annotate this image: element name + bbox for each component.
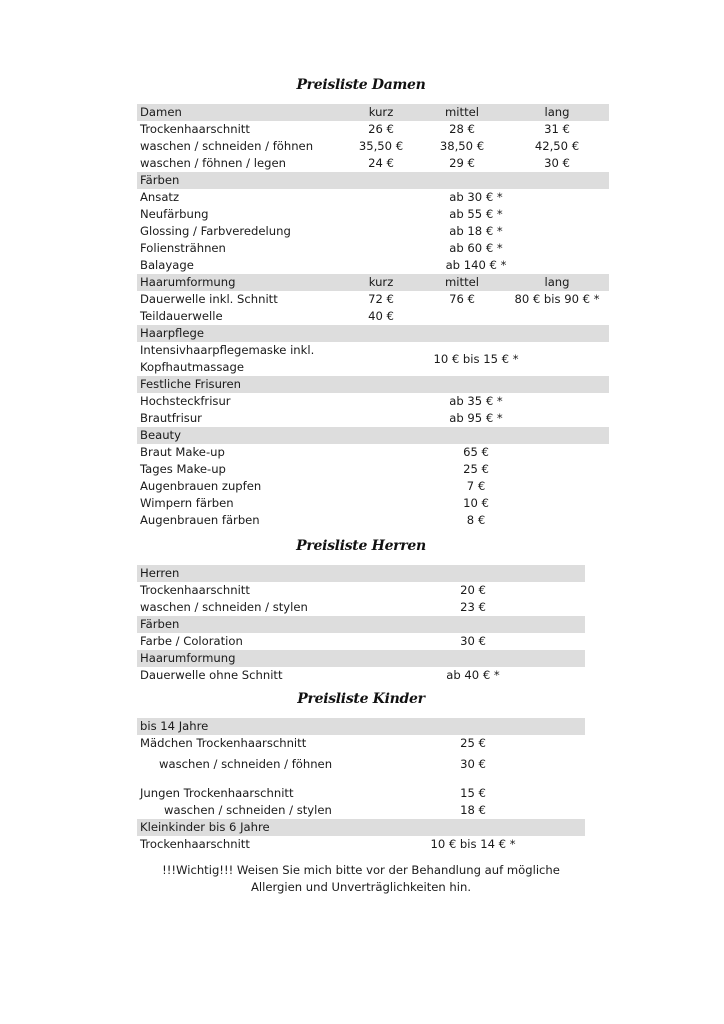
section-header-faerben <box>137 616 585 633</box>
table-row <box>137 121 609 138</box>
price-kurz: 26 € <box>368 122 394 136</box>
col-lang: lang <box>505 274 609 291</box>
table-row <box>137 410 609 427</box>
price-kurz: 24 € <box>368 156 394 170</box>
kinder-table <box>137 718 585 853</box>
price: ab 95 € * <box>449 411 503 425</box>
damen-table <box>137 104 609 529</box>
service-label: Teildauerwelle <box>140 309 223 323</box>
section-header-kleinkinder <box>137 819 585 836</box>
price: 15 € <box>460 786 486 800</box>
price: 65 € <box>463 445 489 459</box>
price: 10 € bis 15 € * <box>433 351 519 366</box>
price: 23 € <box>460 600 486 614</box>
header-label: Damen <box>137 104 343 121</box>
service-label: Foliensträhnen <box>140 241 226 255</box>
col-mittel: mittel <box>419 104 505 121</box>
price-lang: 30 € <box>544 156 570 170</box>
price-mittel: 28 € <box>449 122 475 136</box>
allergy-note: !!!Wichtig!!! Weisen Sie mich bitte vor der Behandlung auf mögliche Allergien und Unverträglichkeiten hin. <box>162 863 560 894</box>
table-row <box>137 478 609 495</box>
service-label: Neufärbung <box>140 207 209 221</box>
table-row <box>137 461 609 478</box>
header-label: Färben <box>137 616 585 633</box>
herren-table <box>137 565 585 684</box>
service-label: Brautfrisur <box>140 411 202 425</box>
price-lang: 80 € bis 90 € * <box>514 292 600 306</box>
price: 7 € <box>466 479 486 493</box>
table-row <box>137 667 585 684</box>
price-mittel: 76 € <box>449 292 475 306</box>
price: 30 € <box>460 634 486 648</box>
service-label: Tages Make-up <box>140 462 226 476</box>
table-row <box>137 444 609 461</box>
table-row <box>137 240 609 257</box>
col-lang: lang <box>505 104 609 121</box>
section-header-beauty <box>137 427 609 444</box>
price: ab 140 € * <box>445 258 507 272</box>
section-header-haarumformung <box>137 650 585 667</box>
service-label: waschen / schneiden / föhnen <box>140 139 314 153</box>
price: ab 40 € * <box>446 668 500 682</box>
price-lang: 42,50 € <box>534 139 580 153</box>
price: 10 € <box>463 496 489 510</box>
header-label: Färben <box>137 172 609 189</box>
header-label: Haarumformung <box>137 274 343 291</box>
damen-title: Preisliste Damen <box>296 77 426 93</box>
price-mittel <box>419 308 505 325</box>
service-label: Glossing / Farbveredelung <box>140 224 291 238</box>
header-label: Kleinkinder bis 6 Jahre <box>137 819 585 836</box>
table-row <box>137 633 585 650</box>
col-mittel: mittel <box>419 274 505 291</box>
table-row <box>137 495 609 512</box>
header-label: Herren <box>137 565 585 582</box>
price: 20 € <box>460 583 486 597</box>
col-kurz: kurz <box>343 274 419 291</box>
service-label: Mädchen Trockenhaarschnitt <box>140 736 307 750</box>
price: ab 30 € * <box>449 190 503 204</box>
col-kurz: kurz <box>343 104 419 121</box>
table-row <box>137 291 609 308</box>
price: 18 € <box>460 803 486 817</box>
section-header-festliche-frisuren <box>137 376 609 393</box>
price: ab 55 € * <box>449 207 503 221</box>
header-label: Haarumformung <box>137 650 585 667</box>
price: 10 € bis 14 € * <box>430 837 516 851</box>
price: 30 € <box>460 757 486 771</box>
service-label: Trockenhaarschnitt <box>140 583 250 597</box>
table-row <box>137 802 585 819</box>
service-label: Augenbrauen färben <box>140 513 260 527</box>
section-header-herren <box>137 565 585 582</box>
table-row <box>137 393 609 410</box>
table-row <box>137 155 609 172</box>
service-label: Trockenhaarschnitt <box>140 837 250 851</box>
service-label: waschen / schneiden / föhnen <box>159 757 333 771</box>
table-row <box>137 582 585 599</box>
section-header-damen <box>137 104 609 121</box>
price: ab 60 € * <box>449 241 503 255</box>
service-label: Hochsteckfrisur <box>140 394 231 408</box>
price: 25 € <box>460 736 486 750</box>
service-label: Augenbrauen zupfen <box>140 479 262 493</box>
service-label: waschen / schneiden / stylen <box>140 600 308 614</box>
header-label: Haarpflege <box>137 325 609 342</box>
price-lang: 31 € <box>544 122 570 136</box>
service-label: Balayage <box>140 258 194 272</box>
header-label: bis 14 Jahre <box>137 718 585 735</box>
price-kurz: 40 € <box>368 309 394 323</box>
price-kurz: 35,50 € <box>358 139 404 153</box>
table-row <box>137 836 585 853</box>
service-label: Ansatz <box>140 190 180 204</box>
table-row <box>137 342 609 376</box>
service-label: waschen / schneiden / stylen <box>164 803 332 817</box>
price-mittel: 38,50 € <box>439 139 485 153</box>
header-label: Beauty <box>137 427 609 444</box>
table-row <box>137 308 609 325</box>
price: 25 € <box>463 462 489 476</box>
service-label: Dauerwelle ohne Schnitt <box>140 668 283 682</box>
kinder-title: Preisliste Kinder <box>297 691 425 707</box>
price-lang <box>505 308 609 325</box>
service-label: Dauerwelle inkl. Schnitt <box>140 292 278 306</box>
section-header-faerben <box>137 172 609 189</box>
table-row <box>137 189 609 206</box>
table-row <box>137 752 585 777</box>
price-list-page <box>137 70 600 853</box>
table-row <box>137 223 609 240</box>
price: ab 35 € * <box>449 394 503 408</box>
table-row <box>137 777 585 802</box>
table-row <box>137 206 609 223</box>
table-row <box>137 599 585 616</box>
service-label: waschen / föhnen / legen <box>140 156 286 170</box>
price-mittel: 29 € <box>449 156 475 170</box>
table-row <box>137 512 609 529</box>
section-header-bis-14-jahre <box>137 718 585 735</box>
price-kurz: 72 € <box>368 292 394 306</box>
price: ab 18 € * <box>449 224 503 238</box>
service-label: Jungen Trockenhaarschnitt <box>140 786 294 800</box>
price: 8 € <box>466 513 486 527</box>
section-header-haarumformung <box>137 274 609 291</box>
service-label: Farbe / Coloration <box>140 634 243 648</box>
table-row <box>137 735 585 752</box>
service-label: Wimpern färben <box>140 496 234 510</box>
service-label: Intensivhaarpflegemaske inkl. Kopfhautmassage <box>140 343 315 374</box>
header-label: Festliche Frisuren <box>137 376 609 393</box>
herren-title: Preisliste Herren <box>296 538 426 554</box>
section-header-haarpflege <box>137 325 609 342</box>
service-label: Braut Make-up <box>140 445 225 459</box>
table-row <box>137 138 609 155</box>
service-label: Trockenhaarschnitt <box>140 122 250 136</box>
table-row <box>137 257 609 274</box>
